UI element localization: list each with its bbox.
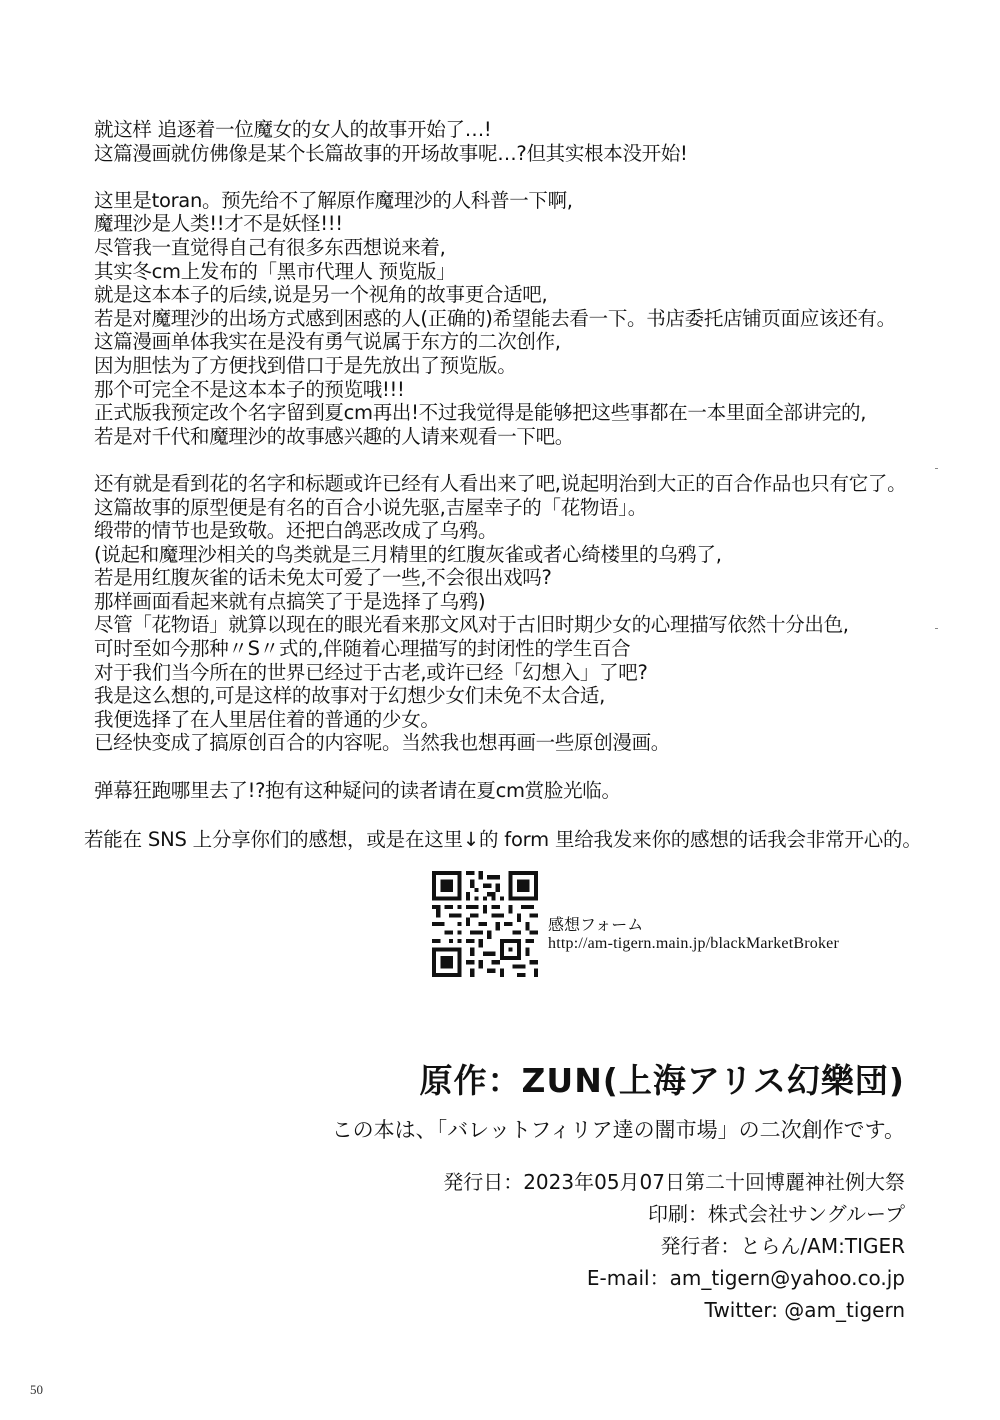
afterword-line: 缎带的情节也是致敬。还把白鸽恶改成了乌鸦。 bbox=[94, 519, 498, 543]
afterword-line: 这篇漫画就仿佛像是某个长篇故事的开场故事呢…?但其实根本没开始! bbox=[94, 141, 688, 165]
afterword-line: 这篇漫画单体我实在是没有勇气说属于东方的二次创作, bbox=[94, 330, 561, 354]
afterword-line: 其实冬cm上发布的「黑市代理人 预览版」 bbox=[94, 259, 456, 283]
afterword-line: 若是对魔理沙的出场方式感到困惑的人(正确的)希望能去看一下。书店委托店铺页面应该还有。 bbox=[94, 306, 896, 330]
afterword-line: 正式版我预定改个名字留到夏cm再出!不过我觉得是能够把这些事都在一本里面全部讲完的, bbox=[94, 401, 867, 425]
afterword-line: 这里是toran。预先给不了解原作魔理沙的人科普一下啊, bbox=[94, 188, 573, 212]
afterword-line: 已经快变成了搞原创百合的内容呢。当然我也想再画一些原创漫画。 bbox=[94, 731, 671, 755]
afterword-line: 我是这么想的,可是这样的故事对于幻想少女们未免不太合适, bbox=[94, 684, 605, 708]
derivative-work-note: この本は、「バレットフィリア達の闇市場」の二次創作です。 bbox=[331, 1118, 905, 1142]
qr-code[interactable] bbox=[432, 871, 538, 977]
scan-speck bbox=[935, 628, 938, 629]
printer-credit: 印刷：株式会社サングループ bbox=[648, 1202, 905, 1226]
afterword-line: 因为胆怯为了方便找到借口于是先放出了预览版。 bbox=[94, 353, 517, 377]
afterword-text bbox=[94, 118, 974, 802]
afterword-line: 尽管我一直觉得自己有很多东西想说来着, bbox=[94, 235, 446, 259]
afterword-line: 可时至如今那种〃S〃式的,伴随着心理描写的封闭性的学生百合 bbox=[94, 637, 631, 661]
scan-speck bbox=[935, 468, 938, 469]
afterword-line: 若是对千代和魔理沙的故事感兴趣的人请来观看一下吧。 bbox=[94, 424, 575, 448]
feedback-form-label: 感想フォーム bbox=[548, 915, 644, 934]
feedback-request: 若能在 SNS 上分享你们的感想，或是在这里↓的 form 里给我发来你的感想的话我会非常开心的。 bbox=[84, 828, 922, 851]
afterword-line: 魔理沙是人类!!才不是妖怪!!! bbox=[94, 212, 343, 236]
afterword-line: 这篇故事的原型便是有名的百合小说先驱,吉屋幸子的「花物语」。 bbox=[94, 495, 647, 519]
afterword-line: 我便选择了在人里居住着的普通的少女。 bbox=[94, 707, 440, 731]
page-number: 50 bbox=[30, 1382, 43, 1397]
colophon bbox=[332, 1055, 905, 1326]
afterword-line: 那个可完全不是这本本子的预览哦!!! bbox=[94, 377, 405, 401]
afterword-line: 还有就是看到花的名字和标题或许已经有人看出来了吧,说起明治到大正的百合作品也只有它了。 bbox=[94, 471, 907, 495]
afterword-line: 那样画面看起来就有点搞笑了于是选择了乌鸦) bbox=[94, 589, 486, 613]
afterword-line: 若是用红腹灰雀的话未免太可爱了一些,不会很出戏吗? bbox=[94, 566, 552, 590]
contact-email[interactable]: E-mail：am_tigern@yahoo.co.jp bbox=[586, 1266, 905, 1290]
afterword-line: 就这样 追逐着一位魔女的女人的故事开始了…! bbox=[94, 118, 492, 141]
afterword-line: 对于我们当今所在的世界已经过于古老,或许已经「幻想入」了吧? bbox=[94, 660, 648, 684]
original-work-credit: 原作：ZUN(上海アリス幻樂団) bbox=[419, 1061, 905, 1100]
publisher-credit: 発行者：とらん/AM:TIGER bbox=[660, 1234, 905, 1258]
feedback-form-url[interactable]: http://am-tigern.main.jp/blackMarketBroker bbox=[548, 935, 839, 952]
afterword-line: 就是这本本子的后续,说是另一个视角的故事更合适吧, bbox=[94, 283, 548, 307]
afterword-line: 尽管「花物语」就算以现在的眼光看来那文风对于古旧时期少女的心理描写依然十分出色, bbox=[94, 613, 849, 637]
publication-date: 発行日：2023年05月07日第二十回博麗神社例大祭 bbox=[443, 1170, 905, 1194]
afterword-line: 弹幕狂跑哪里去了!?抱有这种疑问的读者请在夏cm赏脸光临。 bbox=[94, 778, 621, 802]
twitter-handle[interactable]: Twitter: @am_tigern bbox=[704, 1298, 905, 1322]
afterword-line: (说起和魔理沙相关的鸟类就是三月精里的红腹灰雀或者心绮楼里的乌鸦了, bbox=[94, 542, 722, 566]
